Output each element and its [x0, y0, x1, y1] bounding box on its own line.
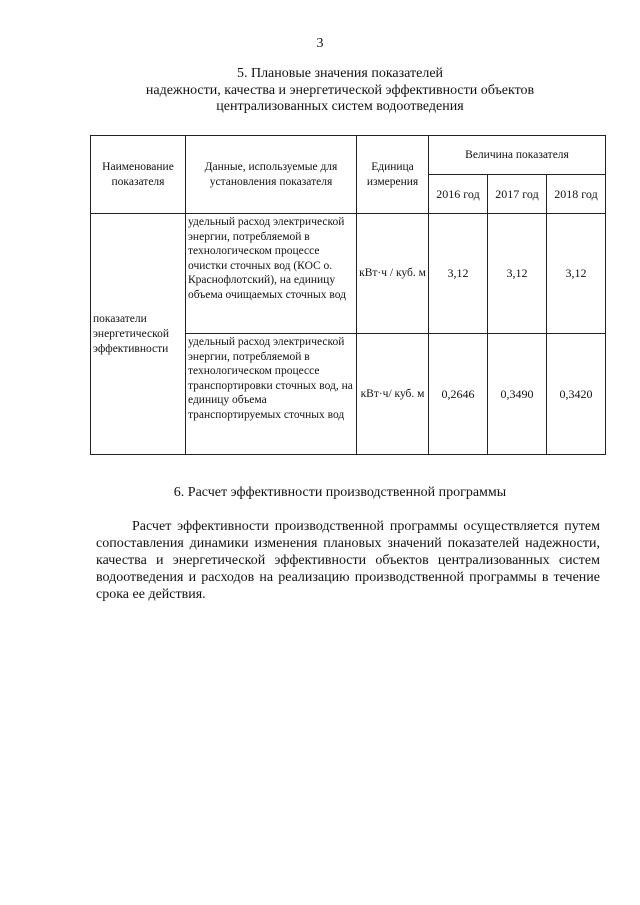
indicator-description: удельный расход электрической энергии, потребляемой в технологическом процессе транспортировки сточных вод, на единицу объема транспортируемых сточных вод [186, 334, 357, 455]
indicator-description: удельный расход электрической энергии, потребляемой в технологическом процессе очистки сточных вод (КОС о. Краснофлотский), на единицу объема очищаемых сточных вод [186, 214, 357, 334]
indicator-group-name: показатели энергетической эффективности [91, 214, 186, 455]
section-6-paragraph: Расчет эффективности производственной программы осуществляется путем сопоставления динамики изменения плановых значений показателей надежности, качества и энергетической эффективности объектов централизованных систем водоотведения и расходов на реализацию производственной программы в течение срока ее действия. [96, 519, 600, 602]
header-year-2018: 2018 год [547, 175, 606, 214]
indicator-unit: кВт·ч / куб. м [357, 214, 429, 334]
page-number: 3 [316, 36, 324, 51]
section-6-title: 6. Расчет эффективности производственной программы [173, 485, 507, 500]
header-indicator-value: Величина показателя [429, 136, 606, 175]
value-2017: 3,12 [488, 214, 547, 334]
section-5-title-line: 5. Плановые значения показателей [236, 66, 444, 81]
header-year-2017: 2017 год [488, 175, 547, 214]
section-5-title [90, 66, 590, 116]
value-2016: 0,2646 [429, 334, 488, 455]
value-2018: 0,3420 [547, 334, 606, 455]
section-5-title-line: централизованных систем водоотведения [216, 99, 464, 114]
header-indicator-name: Наименование показателя [91, 136, 186, 214]
indicators-table [90, 135, 606, 455]
value-2017: 0,3490 [488, 334, 547, 455]
indicator-unit: кВт·ч/ куб. м [357, 334, 429, 455]
table-header-row [91, 136, 606, 175]
value-2018: 3,12 [547, 214, 606, 334]
header-data-used: Данные, используемые для установления показателя [186, 136, 357, 214]
header-unit: Единица измерения [357, 136, 429, 214]
table-row [91, 214, 606, 334]
section-5-title-line: надежности, качества и энергетической эффективности объектов [145, 82, 535, 98]
header-year-2016: 2016 год [429, 175, 488, 214]
value-2016: 3,12 [429, 214, 488, 334]
section-6-body [96, 518, 600, 603]
